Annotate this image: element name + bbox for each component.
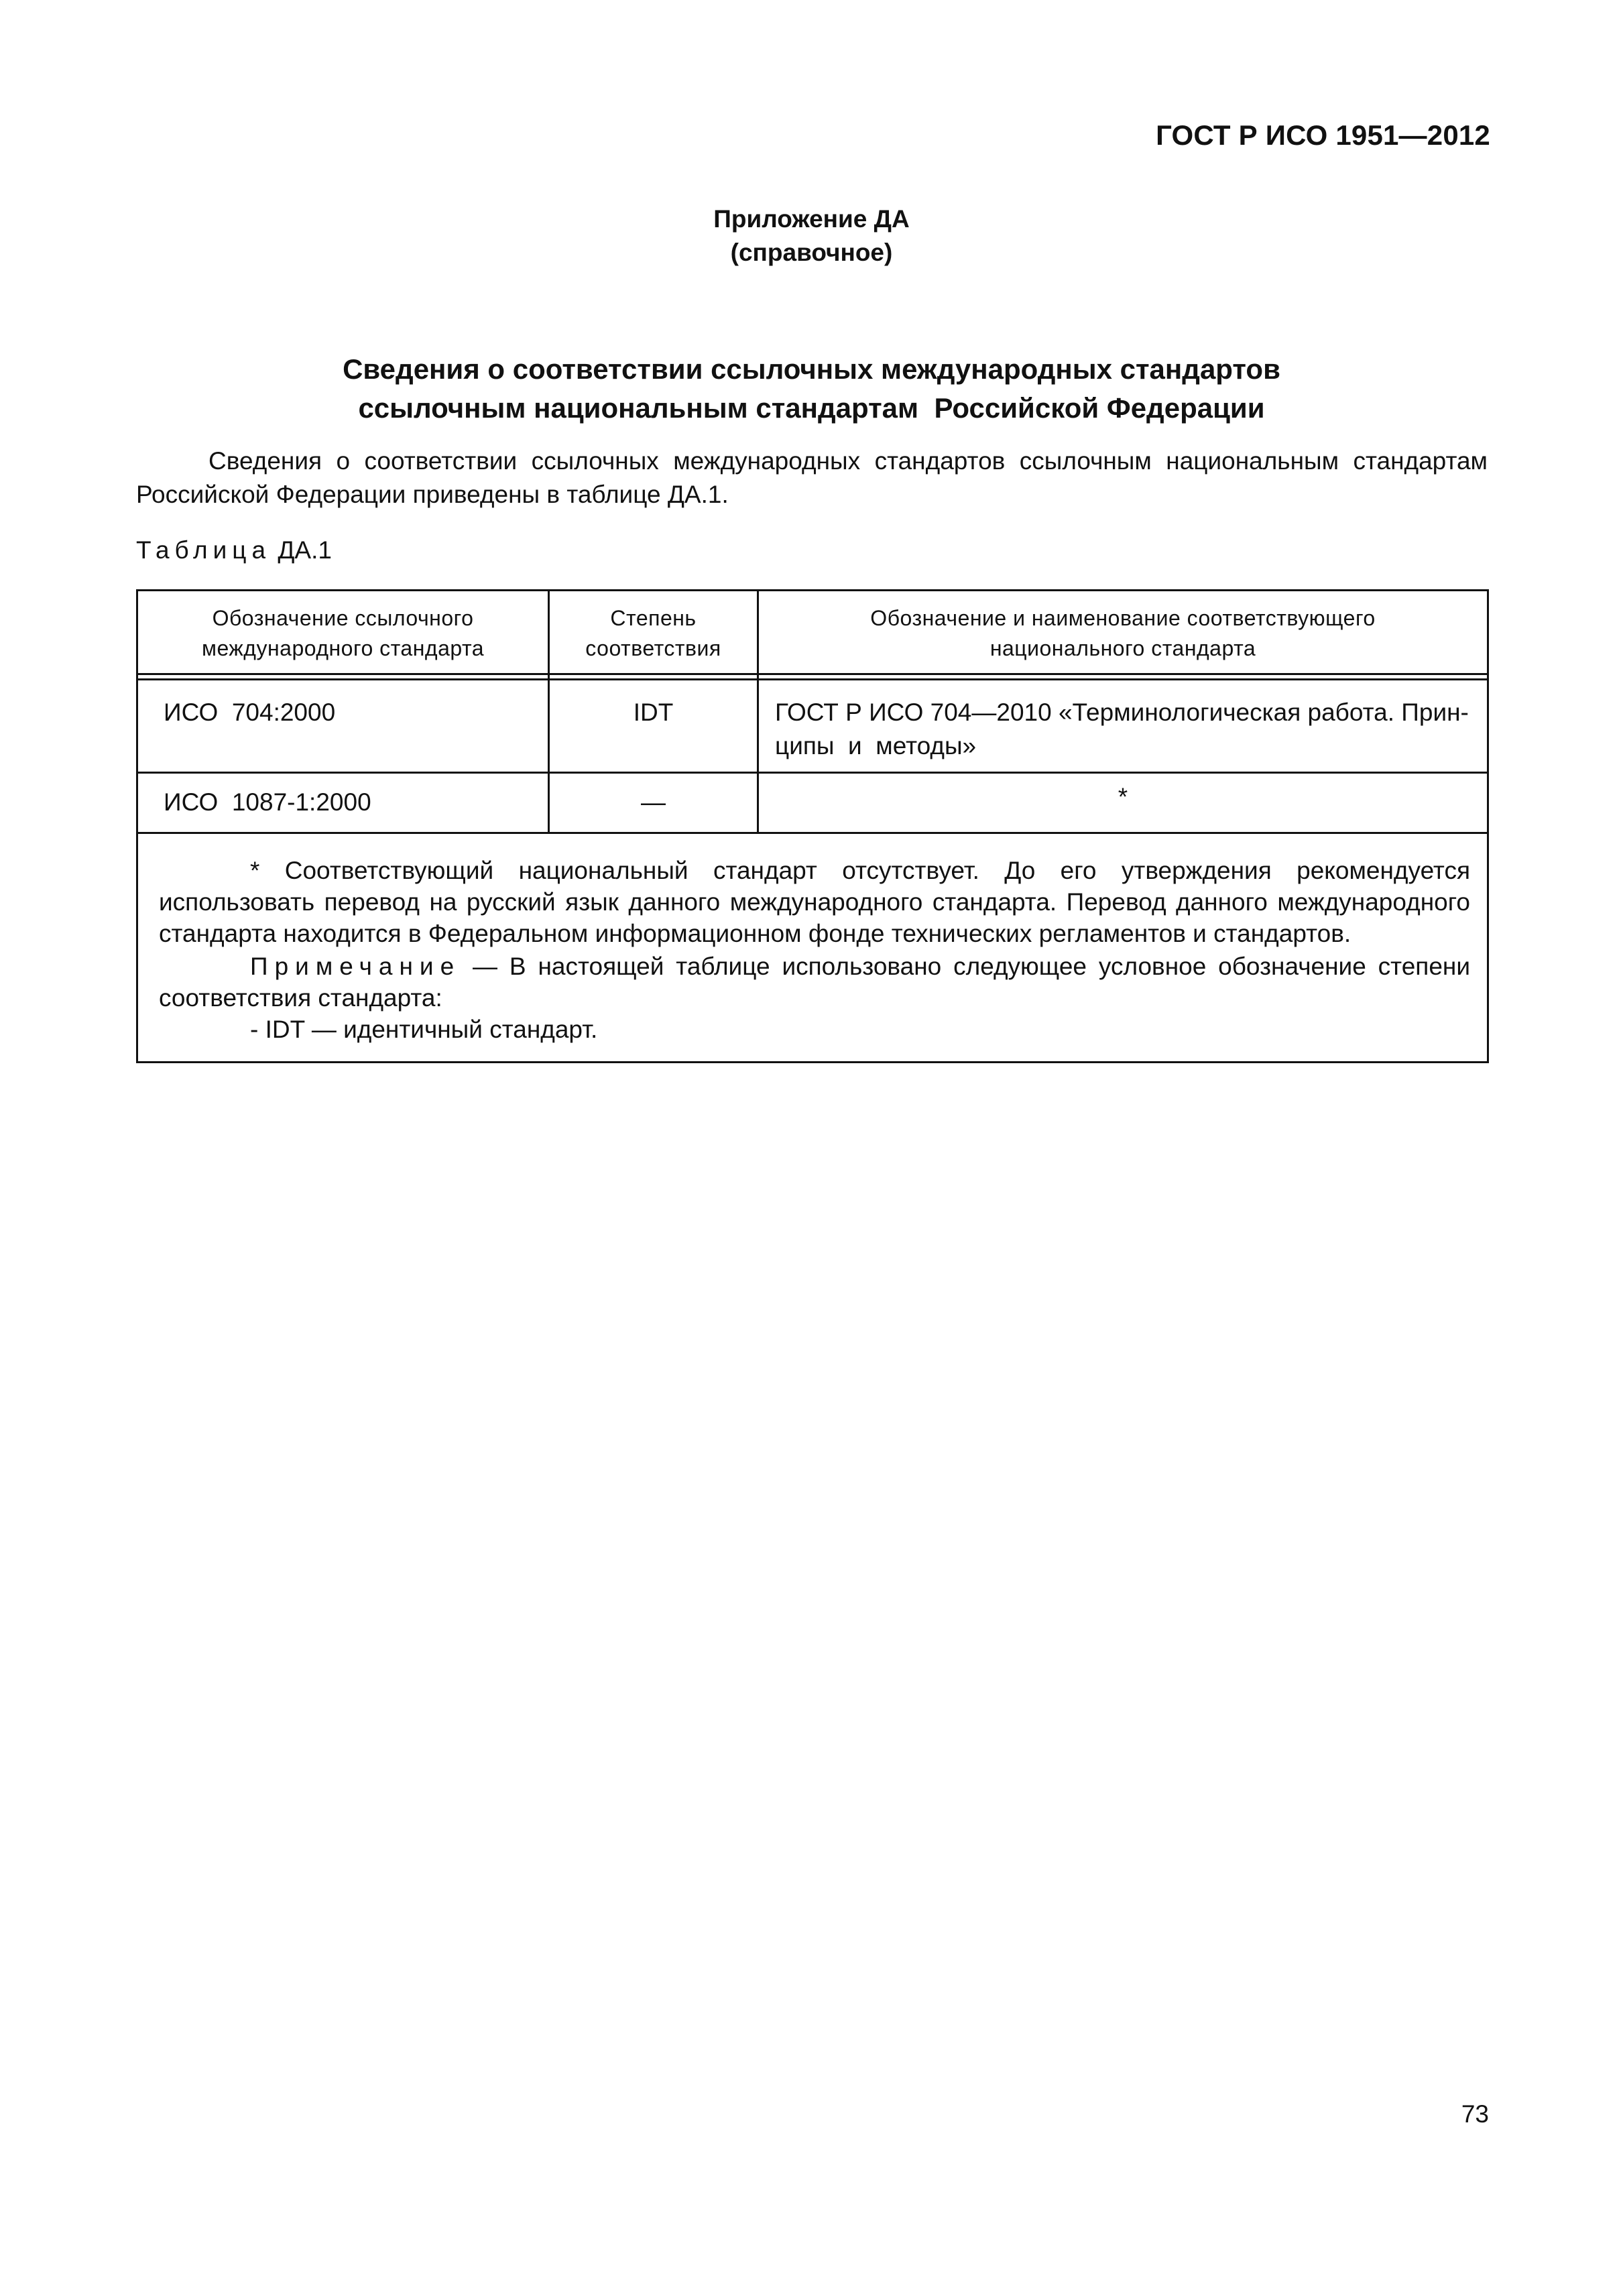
row2-degree: — (641, 788, 666, 816)
table-footnote-area (159, 855, 1470, 1045)
header-national-standard: Обозначение и наименование соответствующего национального стандарта (870, 606, 1376, 660)
annex-heading (0, 202, 1623, 269)
note-item: - IDT — идентичный стандарт. (250, 1016, 598, 1043)
row1-national: ГОСТ Р ИСО 704—2010 «Терминологическая работа. Прин- ципы и методы» (775, 699, 1469, 760)
header-ref-standard: Обозначение ссылочного международного стандарта (201, 606, 485, 660)
section-title (0, 350, 1623, 428)
header-degree: Степень соответствия (585, 606, 721, 660)
row2-national: * (1118, 783, 1128, 810)
annex-subtitle: (справочное) (730, 239, 893, 266)
table-note (159, 951, 1470, 1014)
section-title-line1: Сведения о соответствии ссылочных международных стандартов (343, 353, 1280, 385)
page-number: 73 (1461, 2100, 1489, 2128)
table-caption-word: Таблица (136, 536, 272, 564)
note-text: — В настоящей таблице использовано следующее условное обозначение степени соответствия стандарта: (159, 953, 1470, 1012)
intro-paragraph: Сведения о соответствии ссылочных международных стандартов ссылочным национальным стандартам Российской Федерации приведены в таблице ДА.1. (136, 447, 1488, 508)
row2-ref: ИСО 1087-1:2000 (164, 788, 371, 816)
row1-ref: ИСО 704:2000 (164, 699, 336, 726)
table-caption-number: ДА.1 (278, 536, 332, 564)
document-code: ГОСТ Р ИСО 1951—2012 (1156, 119, 1490, 151)
table-caption (136, 536, 332, 564)
reference-standards-table (136, 589, 1489, 1063)
footnote-text: * Соответствующий национальный стандарт отсутствует. До его утверждения рекомендуется использовать перевод на русский язык данного международного стандарта. Перевод данного международного стандарта находится в Федеральном информационном фонде технических регламентов и стандартов. (159, 857, 1470, 947)
annex-title: Приложение ДА (713, 205, 910, 233)
row1-degree: IDT (633, 699, 674, 726)
note-label: Примечание (250, 953, 461, 980)
section-title-line2: ссылочным национальным стандартам Российской Федерации (358, 392, 1265, 424)
